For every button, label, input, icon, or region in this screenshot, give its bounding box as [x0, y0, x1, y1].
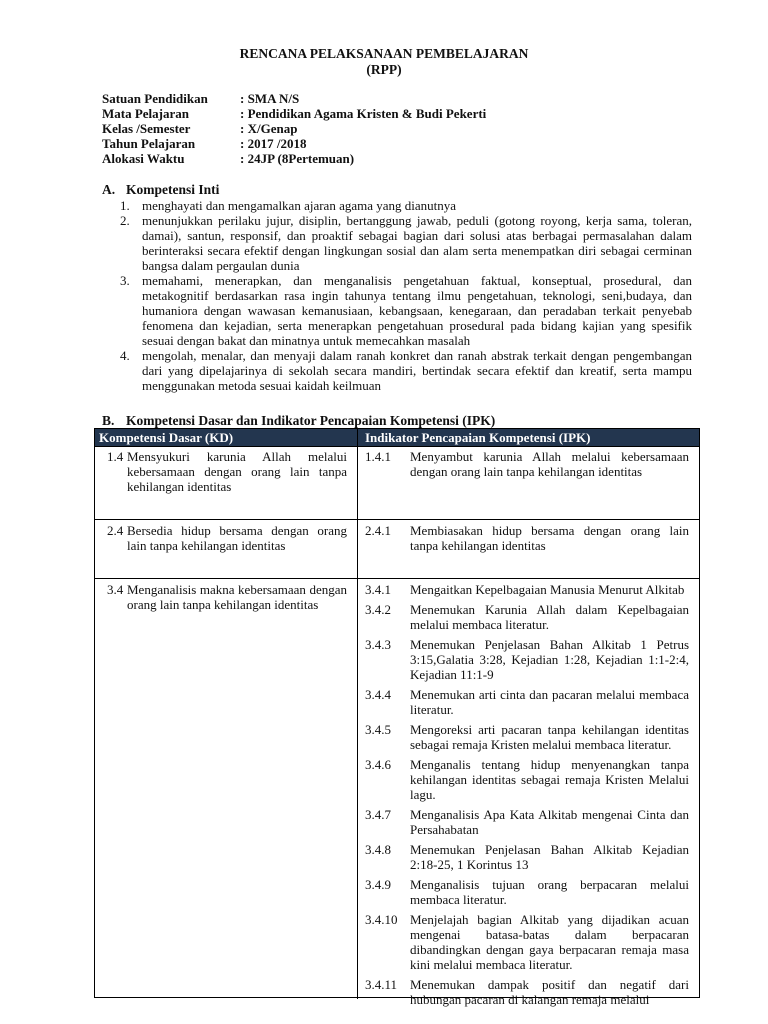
kd-ipk-table [94, 428, 700, 1007]
ipk-item [365, 602, 689, 632]
ipk-item [365, 842, 689, 872]
section-letter: B. [102, 413, 115, 428]
column-header-kd: Kompetensi Dasar (KD) [99, 430, 234, 445]
list-number: 4. [120, 348, 130, 363]
ipk-text: Menganalis tentang hidup menyenangkan tanpa kehilangan identitas sebagai remaja Kristen Melalui lagu. [410, 757, 689, 802]
table-row-kd [107, 523, 347, 553]
ipk-text: Menganalisis tujuan orang berpacaran melalui membaca literatur. [410, 877, 689, 907]
ipk-text: Menemukan arti cinta dan pacaran melalui membaca literatur. [410, 687, 689, 717]
table-header [95, 429, 699, 446]
identity-label: Mata Pelajaran [102, 106, 190, 121]
identity-label: Kelas /Semester [102, 121, 191, 136]
identity-value: : Pendidikan Agama Kristen & Budi Pekerti [240, 106, 487, 121]
ipk-item [365, 637, 689, 682]
row-divider [95, 519, 699, 520]
ipk-number: 3.4.5 [365, 722, 391, 737]
list-text: menunjukkan perilaku jujur, disiplin, bertanggung jawab, peduli (gotong royong, kerja sama, toleran, damai), santun, responsif, dan proaktif sebagai bagian dari solusi atas berbagai permasalahan dalam berinteraksi secara efektif dengan lingkungan sosial dan alam serta menempatkan diri sebagai cerminan bangsa dalam pergaulan dunia [142, 213, 692, 273]
ipk-number: 1.4.1 [365, 449, 391, 464]
ipk-number: 3.4.2 [365, 602, 391, 617]
ipk-item [365, 977, 689, 1007]
identity-label: Satuan Pendidikan [102, 91, 208, 106]
ipk-number: 3.4.9 [365, 877, 391, 892]
identity-value: : 2017 /2018 [240, 136, 307, 151]
ipk-text: Menjelajah bagian Alkitab yang dijadikan acuan mengenai batasa-batas dalam berpacaran dibandingkan dengan gaya berpacaran remaja masa kini melalui membaca literatur. [410, 912, 689, 972]
list-text: memahami, menerapkan, dan menganalisis pengetahuan faktual, konseptual, prosedural, dan metakognitif berdasarkan rasa ingin tahunya tentang ilmu pengetahuan, teknologi, seni,budaya, dan humaniora dengan wawasan kemanusiaan, kebangsaan, kenegaraan, dan peradaban terkait penyebab fenomena dan kejadian, serta menerapkan pengetahuan prosedural pada bidang kajian yang spesifik sesuai dengan bakat dan minatnya untuk memecahkan masalah [142, 273, 692, 348]
kd-number: 3.4 [107, 582, 124, 597]
list-text: mengolah, menalar, dan menyaji dalam ranah konkret dan ranah abstrak terkait dengan pengembangan dari yang dipelajarinya di sekolah secara mandiri, bertindak secara efektif dan kreatif, serta mampu menggunakan metoda sesuai kaidah keilmuan [142, 348, 692, 393]
identity-value: : SMA N/S [240, 91, 300, 106]
document-subtitle: (RPP) [366, 62, 402, 77]
ipk-item [365, 523, 689, 553]
ipk-number: 3.4.4 [365, 687, 391, 702]
ipk-text: Menemukan dampak positif dan negatif dari hubungan pacaran di kalangan remaja melalui [410, 977, 689, 1007]
list-text: menghayati dan mengamalkan ajaran agama yang dianutnya [142, 198, 457, 213]
table-row-ipk [365, 449, 689, 484]
table-row-ipk [365, 523, 689, 558]
ipk-text: Menyambut karunia Allah melalui kebersamaan dengan orang lain tanpa kehilangan identitas [410, 449, 689, 479]
ipk-item [365, 912, 689, 972]
ipk-item [365, 687, 689, 717]
kd-text: Menganalisis makna kebersamaan dengan orang lain tanpa kehilangan identitas [127, 582, 347, 612]
ipk-number: 3.4.8 [365, 842, 391, 857]
ipk-number: 3.4.1 [365, 582, 391, 597]
list-item [102, 348, 692, 393]
table-row-kd [107, 582, 347, 612]
kompetensi-inti-list [102, 198, 692, 393]
list-item [102, 198, 692, 213]
ipk-item [365, 582, 689, 597]
list-number: 2. [120, 213, 130, 228]
ipk-text: Menemukan Karunia Allah dalam Kepelbagaian melalui membaca literatur. [410, 602, 689, 632]
section-b-heading [102, 413, 495, 428]
ipk-number: 3.4.11 [365, 977, 398, 992]
document-title: RENCANA PELAKSANAAN PEMBELAJARAN [239, 46, 529, 61]
ipk-number: 3.4.3 [365, 637, 391, 652]
kd-text: Mensyukuri karunia Allah melalui kebersamaan dengan orang lain tanpa kehilangan identitas [127, 449, 347, 494]
column-divider [357, 429, 358, 999]
kd-text: Bersedia hidup bersama dengan orang lain tanpa kehilangan identitas [127, 523, 347, 553]
list-item [102, 273, 692, 348]
ipk-item [365, 877, 689, 907]
section-a-heading [102, 182, 219, 197]
ipk-text: Menemukan Penjelasan Bahan Alkitab 1 Petrus 3:15,Galatia 3:28, Kejadian 1:28, Kejadian 1:1-2:4, Kejadian 11:1-9 [410, 637, 689, 682]
identity-value: : 24JP (8Pertemuan) [240, 151, 355, 166]
table-row-ipk [365, 582, 689, 1012]
list-number: 3. [120, 273, 130, 288]
identity-label: Tahun Pelajaran [102, 136, 196, 151]
section-title: Kompetensi Dasar dan Indikator Pencapaian Kompetensi (IPK) [126, 413, 496, 428]
ipk-number: 3.4.6 [365, 757, 391, 772]
list-item [102, 213, 692, 273]
ipk-item [365, 449, 689, 479]
ipk-text: Mengaitkan Kepelbagaian Manusia Menurut Alkitab [410, 582, 685, 597]
kd-number: 1.4 [107, 449, 124, 464]
identity-label: Alokasi Waktu [102, 151, 185, 166]
identity-value: : X/Genap [240, 121, 298, 136]
ipk-number: 3.4.10 [365, 912, 398, 927]
section-title: Kompetensi Inti [126, 182, 220, 197]
list-number: 1. [120, 198, 130, 213]
ipk-number: 2.4.1 [365, 523, 391, 538]
table-row-kd [107, 449, 347, 494]
ipk-text: Mengoreksi arti pacaran tanpa kehilangan identitas sebagai remaja Kristen melalui membaca literatur. [410, 722, 689, 752]
ipk-text: Membiasakan hidup bersama dengan orang lain tanpa kehilangan identitas [410, 523, 689, 553]
ipk-item [365, 807, 689, 837]
ipk-text: Menemukan Penjelasan Bahan Alkitab Kejadian 2:18-25, 1 Korintus 13 [410, 842, 689, 872]
ipk-number: 3.4.7 [365, 807, 391, 822]
section-letter: A. [102, 182, 116, 197]
row-divider [95, 446, 699, 447]
kd-number: 2.4 [107, 523, 124, 538]
row-divider [95, 578, 699, 579]
ipk-item [365, 757, 689, 802]
ipk-item [365, 722, 689, 752]
ipk-text: Menganalisis Apa Kata Alkitab mengenai Cinta dan Persahabatan [410, 807, 689, 837]
column-header-ipk: Indikator Pencapaian Kompetensi (IPK) [365, 430, 591, 445]
